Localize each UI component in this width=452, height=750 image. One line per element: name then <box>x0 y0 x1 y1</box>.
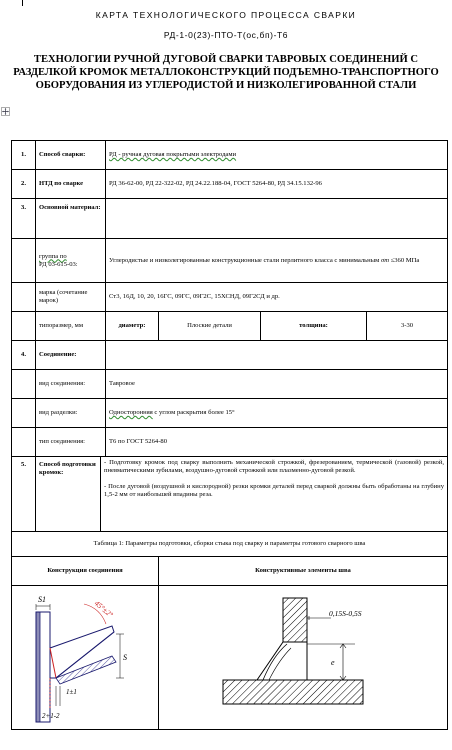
row-connection <box>12 341 448 370</box>
row-drawings <box>12 586 448 730</box>
document-main-title: ТЕХНОЛОГИИ РУЧНОЙ ДУГОВОЙ СВАРКИ ТАВРОВЫХ СОЕДИНЕНИЙ С РАЗДЕЛКОЙ КРОМОК МЕТАЛЛОКОНСТРУКЦИЙ ПОДЪЕМНО-ТРАНСПОРТНОГО ОБОРУДОВАНИЯ ИЗ УГЛЕРОДИСТОЙ И НИЗКОЛЕГИРОВАННОЙ СТАЛИ <box>13 54 439 91</box>
column-header-weld-elements: Конструктивные элементы шва <box>159 557 448 586</box>
weld-elements-drawing <box>159 586 452 726</box>
row-edge-preparation <box>12 457 448 532</box>
edge-preparation-p1: - Подготовку кромок под сварку выполнить механической строжкой, фрезерованием, термической (газовой) резкой, пневматическими зубилами, воздушно-дуговой строжкой или плазменно-дуговой резкой. <box>104 459 444 474</box>
row-standards <box>12 170 448 199</box>
row-base-material <box>12 199 448 239</box>
weld-bead <box>257 642 307 680</box>
joint-type-value: Т6 по ГОСТ 5264-80 <box>106 428 448 457</box>
size-label: типоразмер, мм <box>36 312 106 341</box>
connection-label: Соединение: <box>36 341 106 370</box>
row-number: 3. <box>12 199 36 239</box>
horizontal-plate-section <box>223 680 363 704</box>
standards-value: РД 36-62-00, РД 22-322-02, РД 24.22.188-04, ГОСТ 5264-80, РД 34.15.132-96 <box>106 170 448 199</box>
row-number: 5. <box>12 457 36 532</box>
process-card-table <box>11 140 448 730</box>
edge-preparation-p2: - После дуговой (воздушной и кислородной) резки кромки деталей перед сваркой должны быть обработаны на глубину 1,5-2 мм от наибольшей впадины реза. <box>104 483 444 498</box>
thickness-value: 3-30 <box>367 312 448 341</box>
connection-type-label: вид соединения: <box>36 370 106 399</box>
move-anchor-icon[interactable] <box>1 107 10 116</box>
row-number: 2. <box>12 170 36 199</box>
row-size <box>12 312 448 341</box>
joint-type-label: тип соединения: <box>36 428 106 457</box>
material-group-label: группа по РД 03-615-03: <box>36 239 106 283</box>
row-table-caption <box>12 532 448 557</box>
edge-preparation-text <box>101 457 448 532</box>
base-material-label: Основной материал: <box>36 199 106 239</box>
card-title: КАРТА ТЕХНОЛОГИЧЕСКОГО ПРОЦЕССА СВАРКИ <box>95 10 357 20</box>
table-caption: Таблица 1: Параметры подготовки, сборки стыка под сварку и параметры готового сварного шва <box>12 532 448 557</box>
joint-construction-drawing <box>12 586 153 726</box>
edge-preparation-label: Способ подготовки кромок: <box>36 457 101 532</box>
steel-grade-value: Ст3, 16Д, 10, 20, 16ГС, 09ГС, 09Г2С, 15ХСНД, 09Г2СД и др. <box>106 283 448 312</box>
label-s: S <box>123 653 127 662</box>
row-material-group <box>12 239 448 283</box>
column-header-construction: Конструкция соединения <box>12 557 159 586</box>
diameter-label: диаметр: <box>106 312 159 341</box>
material-group-value: Углеродистые и низколегированные конструкционные стали перлитного класса с минимальным σт ≤360 МПа <box>106 239 448 283</box>
row-groove <box>12 399 448 428</box>
row-joint-type <box>12 428 448 457</box>
row-number: 4. <box>12 341 36 370</box>
groove-label: вид разделки: <box>36 399 106 428</box>
thickness-label: толщина: <box>261 312 367 341</box>
label-leg: 0,15S-0,5S <box>329 609 362 618</box>
weld-elements-cell <box>159 586 448 730</box>
connection-type-value: Тавровое <box>106 370 448 399</box>
row-welding-method <box>12 141 448 170</box>
label-root: 2+1-2 <box>42 712 60 720</box>
vertical-plate <box>36 612 50 722</box>
label-e: e <box>331 658 335 667</box>
label-bevel-angle: 45°±2° <box>92 598 115 620</box>
label-s1: S1 <box>38 595 46 604</box>
groove-value: Односторонняя с углом раскрытия более 15° <box>106 399 448 428</box>
standards-label: НТД по сварке <box>36 170 106 199</box>
card-code: РД-1-0(23)-ПТО-Т(ос,бп)-Т6 <box>163 30 289 40</box>
row-steel-grade <box>12 283 448 312</box>
diameter-value: Плоские детали <box>159 312 261 341</box>
text-cursor-mark <box>22 0 23 6</box>
joint-construction-cell <box>12 586 159 730</box>
row-column-headers <box>12 557 448 586</box>
steel-grade-label: марка (сочетание марок) <box>36 283 106 312</box>
row-number: 1. <box>12 141 36 170</box>
welding-method-value: РД - ручная дуговая покрытыми электродами <box>106 141 448 170</box>
welding-method-label: Способ сварки: <box>36 141 106 170</box>
label-gap: 1±1 <box>66 688 77 696</box>
sigma-symbol: σт <box>380 256 389 264</box>
row-connection-type <box>12 370 448 399</box>
